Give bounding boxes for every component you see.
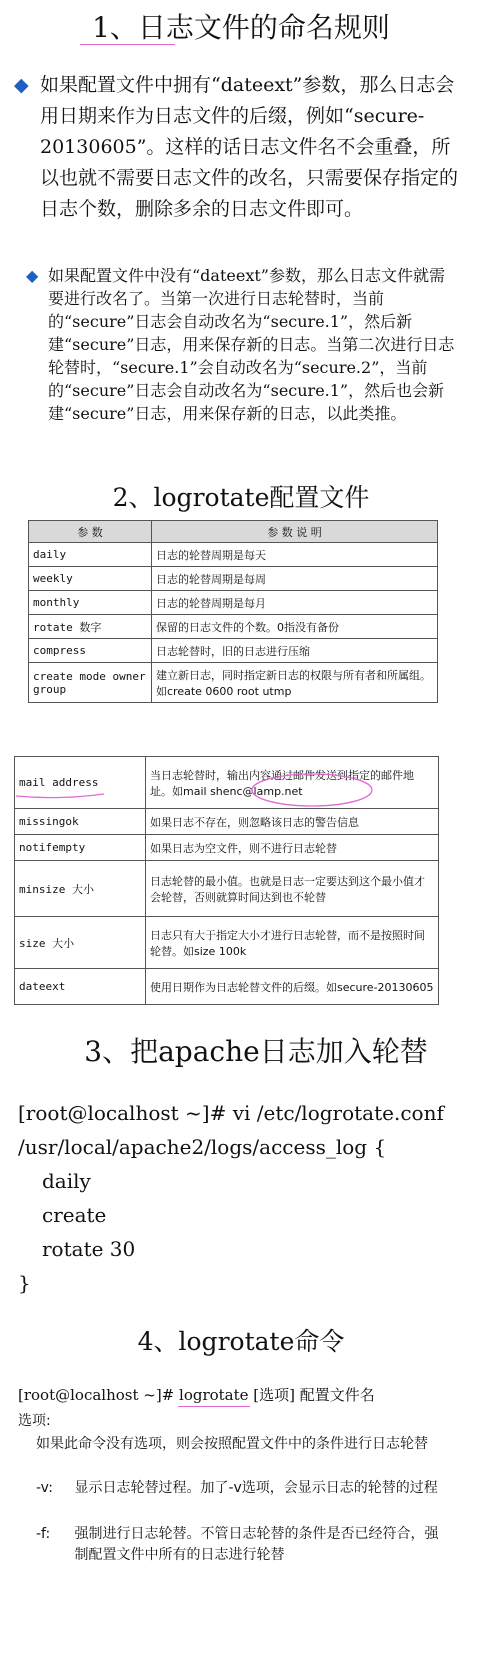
param-cell: rotate 数字 xyxy=(29,615,152,639)
paragraph-no-dateext xyxy=(26,264,460,425)
desc-cell: 如果日志为空文件，则不进行日志轮替 xyxy=(146,835,439,861)
table-row xyxy=(15,917,439,969)
desc-cell: 日志只有大于指定大小才进行日志轮替，而不是按照时间轮替。如size 100k xyxy=(146,917,439,969)
section1-title: 1、日志文件的命名规则 xyxy=(92,11,390,44)
option-v-desc: 显示日志轮替过程。加了-v选项，会显示日志的轮替的过程 xyxy=(74,1480,438,1496)
param-cell: create mode owner group xyxy=(29,663,152,703)
table-row xyxy=(15,757,439,809)
param-cell: weekly xyxy=(29,567,152,591)
option-f-desc: 强制进行日志轮替。不管日志轮替的条件是否已经符合，强制配置文件中所有的日志进行轮替 xyxy=(74,1526,439,1563)
code-line: /usr/local/apache2/logs/access_log { xyxy=(18,1135,387,1159)
diamond-bullet-icon: ◆ xyxy=(26,266,39,285)
paragraph-dateext xyxy=(14,70,468,225)
desc-cell: 使用日期作为日志轮替文件的后缀。如secure-20130605 xyxy=(146,969,439,1005)
code-block xyxy=(18,1096,478,1300)
paragraph-no-dateext-text: 如果配置文件中没有“dateext”参数，那么日志文件就需要进行改名了。当第一次进行日志轮替时，当前的“secure”日志会自动改名为“secure.1”，然后新建“secure”日志，用来保存新的日志。当第二次进行日志轮替时，“secure.1”会自动改名为“secure.2”，当前的“secure”日志会自动改名为“secure.1”，然后也会新建“secure”日志，用来保存新的日志，以此类推。 xyxy=(48,266,455,423)
param-cell: minsize 大小 xyxy=(15,861,146,917)
option-v xyxy=(36,1478,456,1499)
desc-cell: 保留的日志文件的个数。0指没有备份 xyxy=(152,615,438,639)
table-row xyxy=(29,615,438,639)
desc-cell: 日志的轮替周期是每天 xyxy=(152,543,438,567)
paragraph-dateext-text: 如果配置文件中拥有“dateext”参数，那么日志会用日期来作为日志文件的后缀，例如“secure-20130605”。这样的话日志文件名不会重叠，所以也就不需要日志文件的改名，只需要保存指定的日志个数，删除多余的日志文件即可。 xyxy=(40,74,459,220)
param-cell: notifempty xyxy=(15,835,146,861)
desc-cell: 当日志轮替时，输出内容通过邮件发送到指定的邮件地址。如mail shenc@lamp.net xyxy=(146,757,439,809)
desc-cell: 日志轮替的最小值。也就是日志一定要达到这个最小值才会轮替，否则就算时间达到也不轮替 xyxy=(146,861,439,917)
title-underline-mark xyxy=(80,44,175,45)
no-option-desc: 如果此命令没有选项，则会按照配置文件中的条件进行日志轮替 xyxy=(36,1436,428,1452)
table-header-desc: 参 数 说 明 xyxy=(152,521,438,543)
table-row xyxy=(29,543,438,567)
table-row xyxy=(29,639,438,663)
param-cell: dateext xyxy=(15,969,146,1005)
table-header-param: 参 数 xyxy=(29,521,152,543)
table-row xyxy=(29,591,438,615)
table-row xyxy=(29,567,438,591)
param-cell: missingok xyxy=(15,809,146,835)
section4-title: 4、logrotate命令 xyxy=(137,1327,345,1356)
param-cell: mail address xyxy=(15,757,146,809)
desc-cell: 如果日志不存在，则忽略该日志的警告信息 xyxy=(146,809,439,835)
section2-title: 2、logrotate配置文件 xyxy=(112,483,370,512)
section3-title: 3、把apache日志加入轮替 xyxy=(84,1035,428,1068)
desc-cell: 日志的轮替周期是每周 xyxy=(152,567,438,591)
table-row xyxy=(15,861,439,917)
table-row xyxy=(15,809,439,835)
options-label: 选项: xyxy=(18,1413,51,1429)
code-line: daily xyxy=(42,1169,91,1193)
table-row xyxy=(15,835,439,861)
command-line: [root@localhost ~]# logrotate [选项] 配置文件名 xyxy=(18,1386,375,1404)
table-row xyxy=(29,663,438,703)
config-table-1 xyxy=(28,520,438,703)
code-line: create xyxy=(42,1203,107,1227)
diamond-bullet-icon: ◆ xyxy=(14,74,29,96)
code-line: [root@localhost ~]# vi /etc/logrotate.conf xyxy=(18,1101,444,1125)
param-cell: monthly xyxy=(29,591,152,615)
code-line: } xyxy=(18,1271,31,1295)
desc-cell: 日志的轮替周期是每月 xyxy=(152,591,438,615)
param-cell: size 大小 xyxy=(15,917,146,969)
desc-cell: 建立新日志，同时指定新日志的权限与所有者和所属组。如create 0600 root utmp xyxy=(152,663,438,703)
command-underline-mark xyxy=(178,1406,250,1407)
option-f-flag: -f: xyxy=(36,1526,51,1542)
table-row xyxy=(15,969,439,1005)
param-cell: compress xyxy=(29,639,152,663)
param-cell: daily xyxy=(29,543,152,567)
desc-cell: 日志轮替时，旧的日志进行压缩 xyxy=(152,639,438,663)
option-v-flag: -v: xyxy=(36,1480,53,1496)
option-f xyxy=(36,1524,456,1566)
code-line: rotate 30 xyxy=(42,1237,136,1261)
config-table-2 xyxy=(14,756,439,1005)
